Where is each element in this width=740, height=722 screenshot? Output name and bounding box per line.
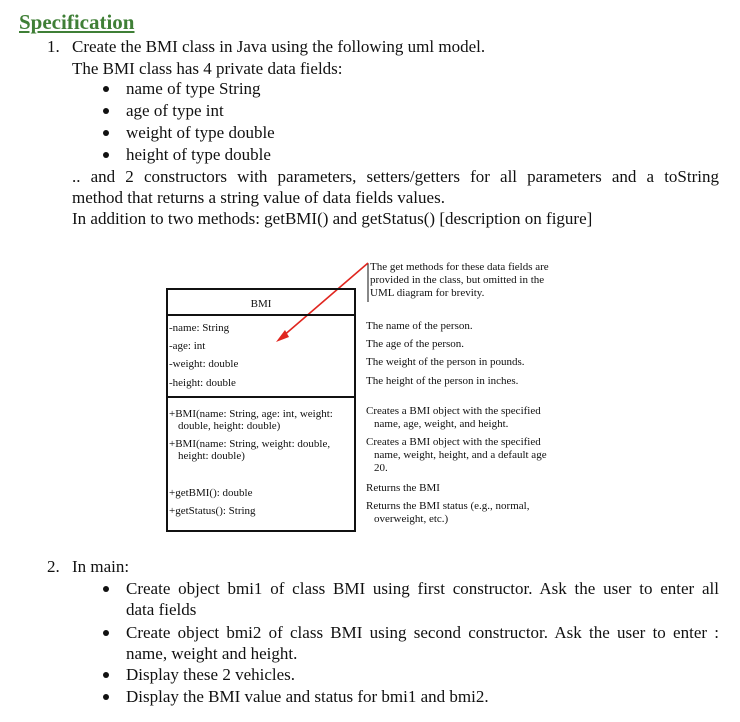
attribute: -age: int (169, 340, 206, 352)
method-getstatus-desc: Returns the BMI status (e.g., normal, (366, 500, 530, 512)
main-step-cont: name, weight and height. (126, 644, 298, 663)
main-step: Display these 2 vehicles. (126, 665, 296, 684)
constructor-2-cont: height: double) (178, 450, 245, 462)
constructors-paragraph-line2: method that returns a string value of data fields values. (72, 188, 445, 207)
main-step-cont: data fields (126, 600, 197, 619)
constructor-2: +BMI(name: String, weight: double, (169, 438, 331, 450)
main-step: Display the BMI value and status for bmi1 and bmi2. (126, 687, 489, 706)
item-2-number: 2. (47, 557, 60, 576)
method-getbmi-desc: Returns the BMI (366, 482, 440, 494)
bullet-icon (103, 694, 109, 700)
fields-intro: The BMI class has 4 private data fields: (72, 59, 343, 78)
methods-paragraph: In addition to two methods: getBMI() and getStatus() [description on figure] (72, 209, 593, 228)
constructor-1-desc: Creates a BMI object with the specified (366, 405, 541, 417)
constructor-1-desc: name, age, weight, and height. (374, 418, 509, 430)
constructors-paragraph: .. and 2 constructors with parameters, setters/getters for all parameters and a toString (72, 167, 719, 186)
item-1-number: 1. (47, 37, 60, 56)
bullet-icon (103, 586, 109, 592)
main-step: Create object bmi1 of class BMI using first constructor. Ask the user to enter all (126, 579, 719, 598)
attribute-desc: The age of the person. (366, 338, 465, 350)
bullet-icon (103, 672, 109, 678)
attribute-desc: The name of the person. (366, 320, 473, 332)
attribute-desc: The height of the person in inches. (366, 375, 519, 387)
item-1-intro: Create the BMI class in Java using the following uml model. (72, 37, 486, 56)
uml-class-box (166, 288, 356, 532)
attribute-desc: The weight of the person in pounds. (366, 356, 525, 368)
attribute: -name: String (169, 322, 230, 334)
attribute: -weight: double (169, 358, 239, 370)
field-item: age of type int (126, 101, 224, 120)
constructor-2-desc: Creates a BMI object with the specified (366, 436, 541, 448)
method-getbmi: +getBMI(): double (169, 487, 253, 499)
field-item: weight of type double (126, 123, 275, 142)
method-getstatus: +getStatus(): String (169, 505, 256, 517)
item-2-intro: In main: (72, 557, 130, 576)
page-title: Specification (19, 10, 135, 34)
main-step: Create object bmi2 of class BMI using second constructor. Ask the user to enter : (126, 623, 719, 642)
constructor-2-desc: 20. (374, 462, 388, 474)
note-line: The get methods for these data fields are (370, 261, 549, 273)
constructor-1-cont: double, height: double) (178, 420, 281, 432)
constructor-2-desc: name, weight, height, and a default age (374, 449, 547, 461)
note-line: provided in the class, but omitted in the (370, 274, 545, 286)
class-name: BMI (250, 298, 272, 310)
field-item: height of type double (126, 145, 271, 164)
field-item: name of type String (126, 79, 261, 98)
constructor-1: +BMI(name: String, age: int, weight: (169, 408, 333, 420)
attribute: -height: double (169, 377, 236, 389)
bullet-icon (103, 630, 109, 636)
note-line: UML diagram for brevity. (370, 287, 485, 299)
divider (168, 314, 354, 316)
divider (168, 396, 354, 398)
method-getstatus-desc: overweight, etc.) (374, 513, 449, 525)
